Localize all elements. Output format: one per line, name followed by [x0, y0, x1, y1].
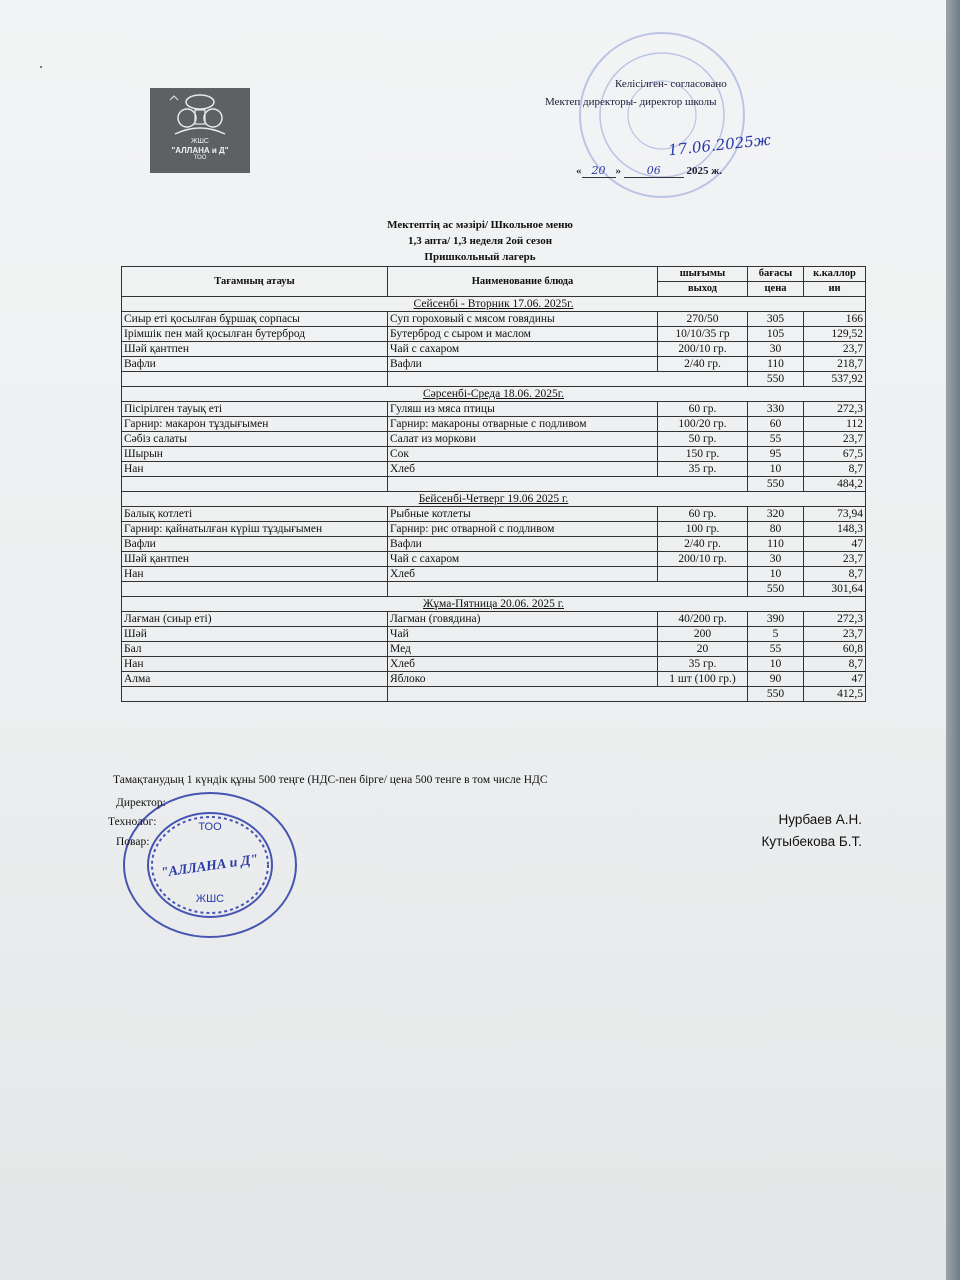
- empty-cell: [122, 477, 388, 492]
- calories-cell: 47: [804, 537, 866, 552]
- dish-kz-cell: Гарнир: макарон тұздығымен: [122, 417, 388, 432]
- day-total-row: [122, 477, 866, 492]
- dish-ru-cell: Яблоко: [388, 672, 658, 687]
- dish-ru-cell: Хлеб: [388, 462, 658, 477]
- logo-emblem-icon: [165, 92, 235, 138]
- date-month: 06: [624, 164, 684, 178]
- output-cell: 100 гр.: [658, 522, 748, 537]
- name-1: Нурбаев А.Н.: [778, 812, 862, 827]
- calories-cell: 8,7: [804, 657, 866, 672]
- logo-line-2: "АЛЛАНА и Д": [171, 146, 229, 155]
- dish-ru-cell: Салат из моркови: [388, 432, 658, 447]
- dish-ru-cell: Чай с сахаром: [388, 342, 658, 357]
- calories-cell: 47: [804, 672, 866, 687]
- dish-ru-cell: Вафли: [388, 537, 658, 552]
- dish-ru-cell: Гарнир: рис отварной с подливом: [388, 522, 658, 537]
- director-label: Директор:: [116, 797, 166, 809]
- dish-kz-cell: Шәй: [122, 627, 388, 642]
- table-row: [122, 552, 866, 567]
- empty-cell: [388, 477, 748, 492]
- price-cell: 105: [748, 327, 804, 342]
- total-price-cell: 550: [748, 372, 804, 387]
- table-row: [122, 447, 866, 462]
- technologist-label: Технолог:: [108, 816, 157, 828]
- dish-kz-cell: Вафли: [122, 537, 388, 552]
- price-cell: 90: [748, 672, 804, 687]
- table-row: [122, 612, 866, 627]
- seal-too: ТОО: [198, 821, 222, 833]
- dish-ru-cell: Мед: [388, 642, 658, 657]
- empty-cell: [122, 687, 388, 702]
- calories-cell: 129,52: [804, 327, 866, 342]
- logo-line-3: ТОО: [193, 155, 207, 161]
- table-row: [122, 657, 866, 672]
- price-cell: 10: [748, 462, 804, 477]
- seal-center: "АЛЛАНА и Д": [159, 852, 260, 881]
- calories-cell: 218,7: [804, 357, 866, 372]
- dish-kz-cell: Алма: [122, 672, 388, 687]
- dish-kz-cell: Шырын: [122, 447, 388, 462]
- calories-cell: 73,94: [804, 507, 866, 522]
- table-row: [122, 342, 866, 357]
- approval-line-1: Келісілген- согласовано: [615, 78, 727, 90]
- calories-cell: 23,7: [804, 432, 866, 447]
- calories-cell: 23,7: [804, 627, 866, 642]
- total-price-cell: 550: [748, 477, 804, 492]
- dish-ru-cell: Хлеб: [388, 567, 658, 582]
- header-ru-name: Наименование блюда: [388, 267, 658, 297]
- dish-kz-cell: Нан: [122, 462, 388, 477]
- company-logo: [150, 88, 250, 173]
- output-cell: 35 гр.: [658, 462, 748, 477]
- calories-cell: 112: [804, 417, 866, 432]
- output-cell: [658, 567, 748, 582]
- cook-label: Повар:: [116, 836, 150, 848]
- day-title-cell: [122, 597, 866, 612]
- price-cell: 30: [748, 342, 804, 357]
- table-row: [122, 357, 866, 372]
- output-cell: 1 шт (100 гр.): [658, 672, 748, 687]
- day-title-cell: [122, 492, 866, 507]
- day-header-row: [122, 492, 866, 507]
- output-cell: 60 гр.: [658, 402, 748, 417]
- output-cell: 200: [658, 627, 748, 642]
- date-close-quote: »: [615, 165, 621, 177]
- calories-cell: 67,5: [804, 447, 866, 462]
- output-cell: 40/200 гр.: [658, 612, 748, 627]
- dish-ru-cell: Рыбные котлеты: [388, 507, 658, 522]
- output-cell: 200/10 гр.: [658, 342, 748, 357]
- price-cell: 390: [748, 612, 804, 627]
- output-cell: 10/10/35 гр: [658, 327, 748, 342]
- price-cell: 95: [748, 447, 804, 462]
- calories-cell: 8,7: [804, 567, 866, 582]
- calories-cell: 272,3: [804, 612, 866, 627]
- table-row: [122, 672, 866, 687]
- dish-ru-cell: Сок: [388, 447, 658, 462]
- price-cell: 10: [748, 567, 804, 582]
- header-cal-ru: ии: [804, 282, 866, 297]
- table-row: [122, 312, 866, 327]
- total-price-cell: 550: [748, 582, 804, 597]
- table-row: [122, 417, 866, 432]
- price-cell: 55: [748, 432, 804, 447]
- dish-kz-cell: Балық котлеті: [122, 507, 388, 522]
- speck: [40, 66, 42, 68]
- menu-titles: [300, 217, 660, 265]
- day-total-row: [122, 582, 866, 597]
- day-header-row: [122, 297, 866, 312]
- header-cal-kz: к.каллор: [804, 267, 866, 282]
- name-2: Кутыбекова Б.Т.: [761, 834, 862, 849]
- day-title: Сейсенбі - Вторник 17.06. 2025г.: [413, 298, 574, 310]
- price-cell: 30: [748, 552, 804, 567]
- price-cell: 10: [748, 657, 804, 672]
- price-cell: 320: [748, 507, 804, 522]
- dish-kz-cell: Нан: [122, 657, 388, 672]
- menu-table: [121, 266, 866, 702]
- dish-kz-cell: Пісірілген тауық еті: [122, 402, 388, 417]
- title-line-3: Пришкольный лагерь: [424, 251, 536, 263]
- day-title-cell: [122, 387, 866, 402]
- handwritten-date: 17.06.2025ж: [667, 130, 772, 160]
- dish-ru-cell: Лагман (говядина): [388, 612, 658, 627]
- date-year: 2025 ж.: [686, 165, 722, 177]
- output-cell: 200/10 гр.: [658, 552, 748, 567]
- day-title: Жұма-Пятница 20.06. 2025 г.: [422, 598, 565, 610]
- dish-ru-cell: Бутерброд с сыром и маслом: [388, 327, 658, 342]
- header-price-kz: бағасы: [748, 267, 804, 282]
- calories-cell: 23,7: [804, 342, 866, 357]
- total-calories-cell: 537,92: [804, 372, 866, 387]
- dish-kz-cell: Лағман (сиыр еті): [122, 612, 388, 627]
- calories-cell: 23,7: [804, 552, 866, 567]
- logo-line-1: ЖШС: [191, 138, 209, 145]
- total-calories-cell: 412,5: [804, 687, 866, 702]
- output-cell: 50 гр.: [658, 432, 748, 447]
- day-header-row: [122, 597, 866, 612]
- price-cell: 80: [748, 522, 804, 537]
- date-open-quote: «: [576, 165, 582, 177]
- output-cell: 150 гр.: [658, 447, 748, 462]
- day-title-cell: [122, 297, 866, 312]
- output-cell: 100/20 гр.: [658, 417, 748, 432]
- table-row: [122, 507, 866, 522]
- output-cell: 2/40 гр.: [658, 357, 748, 372]
- approval-date: [576, 164, 722, 178]
- calories-cell: 272,3: [804, 402, 866, 417]
- dish-kz-cell: Бал: [122, 642, 388, 657]
- price-cell: 5: [748, 627, 804, 642]
- company-seal-icon: [120, 790, 300, 940]
- price-cell: 55: [748, 642, 804, 657]
- day-total-row: [122, 687, 866, 702]
- dish-ru-cell: Чай с сахаром: [388, 552, 658, 567]
- title-line-1: Мектептің ас мәзірі/ Школьное меню: [387, 219, 573, 231]
- dish-ru-cell: Суп гороховый с мясом говядины: [388, 312, 658, 327]
- dish-kz-cell: Шәй қантпен: [122, 342, 388, 357]
- table-row: [122, 462, 866, 477]
- menu-body: [122, 297, 866, 702]
- price-note: Тамақтанудың 1 күндік құны 500 теңге (НДС-пен бірге/ цена 500 тенге в том числе НДС: [113, 774, 548, 786]
- output-cell: 20: [658, 642, 748, 657]
- page-edge: [946, 0, 960, 1280]
- date-day: 20: [582, 164, 616, 178]
- price-cell: 60: [748, 417, 804, 432]
- header-output-kz: шығымы: [658, 267, 748, 282]
- table-row: [122, 522, 866, 537]
- table-row: [122, 627, 866, 642]
- table-row: [122, 537, 866, 552]
- dish-ru-cell: Чай: [388, 627, 658, 642]
- day-total-row: [122, 372, 866, 387]
- calories-cell: 8,7: [804, 462, 866, 477]
- output-cell: 60 гр.: [658, 507, 748, 522]
- price-cell: 305: [748, 312, 804, 327]
- output-cell: 2/40 гр.: [658, 537, 748, 552]
- empty-cell: [122, 582, 388, 597]
- day-title: Бейсенбі-Четверг 19.06 2025 г.: [418, 493, 569, 505]
- output-cell: 35 гр.: [658, 657, 748, 672]
- price-cell: 330: [748, 402, 804, 417]
- table-row: [122, 642, 866, 657]
- calories-cell: 60,8: [804, 642, 866, 657]
- dish-kz-cell: Гарнир: қайнатылған күріш тұздығымен: [122, 522, 388, 537]
- header-output-ru: выход: [658, 282, 748, 297]
- output-cell: 270/50: [658, 312, 748, 327]
- dish-kz-cell: Нан: [122, 567, 388, 582]
- dish-kz-cell: Шәй қантпен: [122, 552, 388, 567]
- empty-cell: [388, 687, 748, 702]
- price-cell: 110: [748, 357, 804, 372]
- total-calories-cell: 301,64: [804, 582, 866, 597]
- seal-zhshs: ЖШС: [195, 893, 225, 905]
- dish-kz-cell: Сиыр еті қосылған бұршақ сорпасы: [122, 312, 388, 327]
- table-row: [122, 567, 866, 582]
- dish-kz-cell: Вафли: [122, 357, 388, 372]
- total-calories-cell: 484,2: [804, 477, 866, 492]
- header-kz-name: Тағамның атауы: [122, 267, 388, 297]
- dish-kz-cell: Ірімшік пен май қосылған бутерброд: [122, 327, 388, 342]
- header-price-ru: цена: [748, 282, 804, 297]
- calories-cell: 148,3: [804, 522, 866, 537]
- price-cell: 110: [748, 537, 804, 552]
- table-row: [122, 402, 866, 417]
- dish-ru-cell: Гарнир: макароны отварные с подливом: [388, 417, 658, 432]
- total-price-cell: 550: [748, 687, 804, 702]
- approval-line-2: Мектеп директоры- директор школы: [545, 96, 717, 108]
- dish-ru-cell: Вафли: [388, 357, 658, 372]
- day-title: Сәрсенбі-Среда 18.06. 2025г.: [422, 388, 565, 400]
- dish-ru-cell: Хлеб: [388, 657, 658, 672]
- empty-cell: [388, 582, 748, 597]
- calories-cell: 166: [804, 312, 866, 327]
- dish-ru-cell: Гуляш из мяса птицы: [388, 402, 658, 417]
- empty-cell: [122, 372, 388, 387]
- table-row: [122, 432, 866, 447]
- dish-kz-cell: Сәбіз салаты: [122, 432, 388, 447]
- empty-cell: [388, 372, 748, 387]
- table-row: [122, 327, 866, 342]
- title-line-2: 1,3 апта/ 1,3 неделя 2ой сезон: [407, 235, 553, 247]
- day-header-row: [122, 387, 866, 402]
